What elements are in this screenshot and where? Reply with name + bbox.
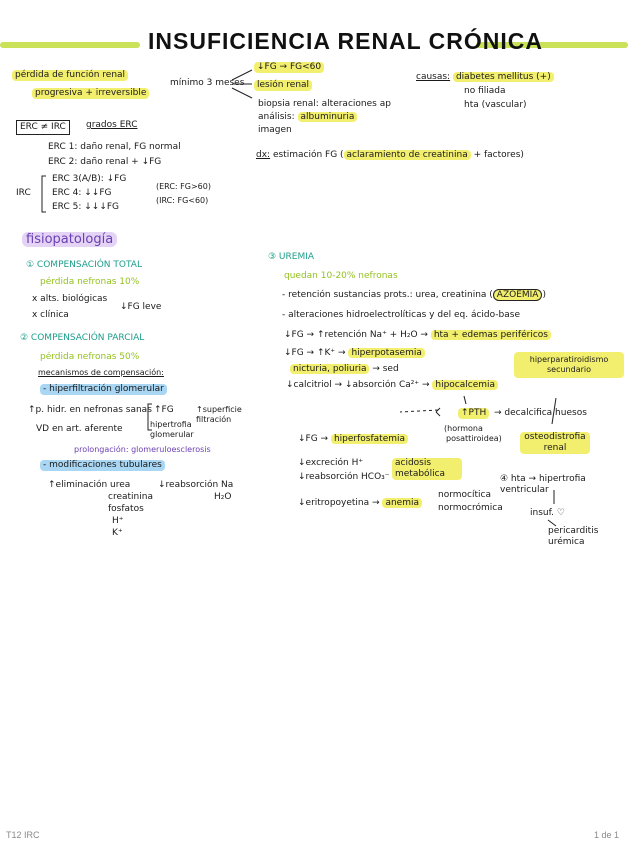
reabsorption-decrease: ↓reabsorción Na	[158, 480, 234, 490]
minimum-duration: mínimo 3 meses	[170, 78, 245, 88]
pth-increase: ↑PTH	[458, 408, 489, 419]
fg-bracket	[148, 404, 152, 430]
thirst: → sed	[372, 364, 399, 374]
connector-hypocalcemia-pth	[464, 396, 466, 404]
decalcification: → decalcifica huesos	[494, 408, 587, 418]
sodium-retention-text: ↓FG → ↑retención Na⁺ + H₂O →	[284, 330, 428, 340]
fg-criterion: ↓FG → FG<60	[254, 62, 324, 73]
hco3-reabsorption: ↓reabsorción HCO₃⁻	[298, 472, 390, 482]
glomerular-hyperfiltration: - hiperfiltración glomerular	[40, 384, 167, 395]
glomerulosclerosis: prolongación: glomeruloesclerosis	[74, 445, 211, 454]
irc-label: IRC	[16, 188, 31, 198]
azotemia-label: AZOEMIA	[493, 289, 543, 301]
elimination-item-urea: urea	[110, 480, 131, 490]
retention-text: - retención sustancias prots.: urea, creatinina (	[282, 290, 493, 300]
filtration-surface: ↑superficie filtración	[196, 405, 242, 424]
anemia-normochromic: normocrómica	[438, 503, 503, 513]
tubular-modifications: - modificaciones tubulares	[40, 460, 165, 471]
stage-1-clinic: x clínica	[32, 310, 69, 320]
elimination-item-h: H⁺	[112, 516, 124, 526]
h-excretion: ↓excreción H⁺	[298, 458, 364, 468]
cause-hta: hta (vascular)	[464, 100, 527, 110]
ventricular-hypertrophy: ④ hta → hipertrofia ventricular	[500, 474, 586, 495]
pth-hormone-note: (hormona	[444, 424, 483, 433]
definition-line-2: progresiva + irreversible	[32, 88, 149, 99]
connector-decalcify-osteo	[552, 398, 556, 424]
grades-label: grados ERC	[86, 120, 138, 130]
reabsorption-h2o: H₂O	[214, 492, 232, 502]
cause-unfiled: no filiada	[464, 86, 506, 96]
causes-label: causas:	[416, 72, 451, 82]
glomerular-hypertrophy: hipertrofia glomerular	[150, 420, 194, 439]
uremic-pericarditis: pericarditis urémica	[548, 526, 599, 547]
hyperkalemia: hiperpotasemia	[348, 348, 424, 358]
connector-pth-dashed	[400, 410, 438, 412]
connector-biopsy	[232, 88, 252, 98]
erc-grade-2: ERC 2: daño renal + ↓FG	[48, 157, 162, 167]
pth-arrowhead	[436, 408, 440, 416]
irc-note: (IRC: FG<60)	[156, 196, 209, 205]
lesion-criterion: lesión renal	[254, 80, 312, 91]
retention-line: - retención sustancias prots.: urea, creatinina ( AZOEMIA )	[282, 290, 546, 300]
elimination-item-k: K⁺	[112, 528, 123, 538]
heart-failure: insuf. ♡	[530, 508, 565, 518]
page-title: INSUFICIENCIA RENAL CRÓNICA	[148, 28, 544, 54]
erc-grade-3: ERC 3(A/B): ↓FG	[52, 174, 127, 184]
diagnosis-end: + factores)	[473, 150, 524, 160]
biopsy-criterion: biopsia renal: alteraciones ap	[258, 99, 391, 109]
stage-3-remaining: quedan 10-20% nefronas	[284, 271, 398, 281]
erc-vs-irc: ERC ≠ IRC	[16, 120, 70, 135]
irc-bracket	[42, 176, 46, 212]
phosphate-text: ↓FG →	[298, 434, 331, 444]
metabolic-acidosis: acidosis metabólica	[392, 458, 462, 480]
connector-insuf-pericarditis	[548, 520, 556, 526]
elimination-item-phosphates: fosfatos	[108, 504, 144, 514]
pathophysiology-header: fisiopatología	[22, 232, 117, 247]
stage-1-fg: ↓FG leve	[120, 302, 162, 312]
hydrostatic-pressure: ↑p. hidr. en nefronas sanas	[28, 405, 152, 415]
anemia: anemia	[382, 498, 422, 508]
pth-hormone-note-2: posattiroidea)	[446, 434, 502, 443]
electrolyte-alterations: - alteraciones hidroelectrolíticas y del eq. ácido-base	[282, 310, 521, 320]
erc-grade-5: ERC 5: ↓↓↓FG	[52, 202, 120, 212]
fg-increase: ↑FG	[154, 405, 174, 415]
causes-value: diabetes mellitus (+)	[453, 72, 554, 82]
diagnosis-highlight: aclaramiento de creatinina	[344, 150, 471, 160]
hyperphosphatemia: hiperfosfatemia	[331, 434, 408, 444]
diagnosis-text: estimación FG (	[272, 150, 344, 160]
stage-1-loss: pérdida nefronas 10%	[40, 277, 140, 287]
potassium-text: ↓FG → ↑K⁺ →	[284, 348, 346, 358]
nocturia-polyuria: nicturia, poliuria	[290, 364, 369, 374]
afferent-vd: VD en art. aferente	[36, 424, 123, 434]
connector-fg	[232, 70, 252, 80]
hypocalcemia: hipocalcemia	[432, 380, 498, 390]
imaging-criterion: imagen	[258, 125, 292, 135]
stage-2-title: ② COMPENSACIÓN PARCIAL	[20, 333, 145, 343]
renal-osteodystrophy: osteodistrofia renal	[520, 432, 590, 454]
erc-grade-1: ERC 1: daño renal, FG normal	[48, 142, 181, 152]
anemia-normocytic: normocítica	[438, 490, 491, 500]
stage-2-loss: pérdida nefronas 50%	[40, 352, 140, 362]
hta-edema: hta + edemas periféricos	[431, 330, 551, 340]
erythropoietin-text: ↓eritropoyetina →	[298, 498, 380, 508]
elimination-item-creatinine: creatinina	[108, 492, 153, 502]
compensation-mechanisms: mecanismos de compensación:	[38, 368, 164, 377]
footer-left: T12 IRC	[6, 830, 40, 840]
analysis-value: albuminuria	[298, 112, 358, 122]
secondary-hyperparathyroidism: hiperparatiroidismo secundario	[514, 352, 624, 378]
footer-right: 1 de 1	[594, 830, 620, 840]
definition-line-1: pérdida de función renal	[12, 70, 128, 81]
stage-3-title: ③ UREMIA	[268, 252, 315, 262]
erc-note: (ERC: FG>60)	[156, 182, 211, 191]
calcitriol-text: ↓calcitriol → ↓absorción Ca²⁺ →	[286, 380, 430, 390]
diagnosis-label: dx:	[256, 150, 271, 160]
stage-1-alts: x alts. biológicas	[32, 294, 108, 304]
elimination-increase: ↑eliminación	[48, 480, 108, 490]
analysis-label: análisis:	[258, 112, 295, 122]
stage-1-title: ① COMPENSACIÓN TOTAL	[26, 260, 142, 270]
erc-grade-4: ERC 4: ↓↓FG	[52, 188, 112, 198]
